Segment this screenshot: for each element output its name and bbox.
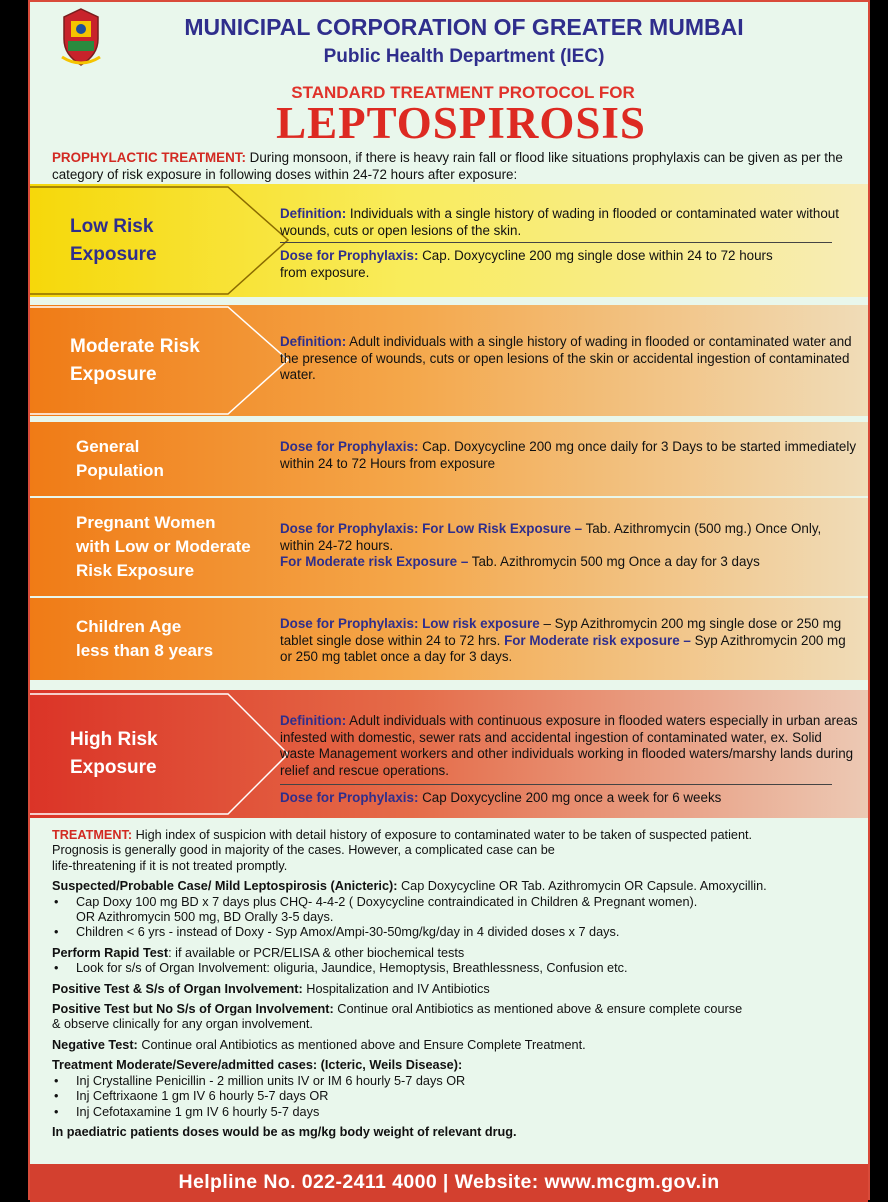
pregnant-women-category: Pregnant Women with Low or Moderate Risk Exposure xyxy=(76,513,251,580)
negative-test: Negative Test: Continue oral Antibiotics as mentioned above and Ensure Complete Treatment. xyxy=(52,1037,586,1052)
moderate-risk-band xyxy=(30,305,868,416)
helpline-footer: Helpline No. 022-2411 4000 | Website: www.mcgm.gov.in xyxy=(30,1164,868,1202)
rapid-list xyxy=(52,961,858,976)
moderate-risk-definition: Definition: Adult individuals with a single history of wading in flooded or contaminated water and the presence of wounds, cuts or open lesions of the skin or accidental ingestion of contaminated water. xyxy=(280,334,852,382)
prophylactic-label: PROPHYLACTIC TREATMENT: xyxy=(52,150,246,165)
prophylactic-text: During monsoon, if there is heavy rain fall or flood like situations prophylaxis can be given as per the category of risk exposure in following doses within 24-72 hours after exposure: xyxy=(52,150,843,182)
low-risk-category: Low Risk Exposure xyxy=(70,215,157,265)
prophylactic-intro xyxy=(52,149,852,183)
divider xyxy=(280,242,832,243)
general-population-dose: Dose for Prophylaxis: Cap. Doxycycline 200 mg once daily for 3 Days to be started immediately within 24 to 72 Hours from exposure xyxy=(280,439,857,471)
high-risk-definition: Definition: Adult individuals with continuous exposure in flooded waters especially in urban areas infested with domestic, sewer rats and accidental ingestion of contaminated water, ex. Solid waste Management workers and other individuals working in flooded waters/marshy lands during relief and rescue operations. xyxy=(280,713,858,778)
moderate-severe-list xyxy=(52,1074,858,1120)
list-item: • Cap Doxy 100 mg BD x 7 days plus CHQ- 4-4-2 ( Doxycycline contraindicated in Children & Pregnant women). OR Azithromycin 500 mg, BD Orally 3-5 days. xyxy=(52,895,858,926)
list-item: • Children < 6 yrs - instead of Doxy - Syp Amox/Ampi-30-50mg/kg/day in 4 divided doses x 7 days. xyxy=(52,925,858,940)
treatment-intro: TREATMENT: High index of suspicion with detail history of exposure to contaminated water to be taken of suspected patient. xyxy=(52,828,753,842)
mild-case: Suspected/Probable Case/ Mild Leptospirosis (Anicteric): Cap Doxycycline OR Tab. Azithromycin OR Capsule. Amoxycillin. xyxy=(52,879,767,894)
low-risk-definition: Definition: Individuals with a single history of wading in flooded or contaminated water without wounds, cuts or open lesions of the skin. xyxy=(280,206,839,238)
mild-list xyxy=(52,895,858,941)
moderate-severe: Treatment Moderate/Severe/admitted cases: (Icteric, Weils Disease): xyxy=(52,1058,463,1073)
list-item: • Look for s/s of Organ Involvement: oliguria, Jaundice, Hemoptysis, Breathlessness, Confusion etc. xyxy=(52,961,858,976)
treatment-section: TREATMENT: High index of suspicion with detail history of exposure to contaminated water to be taken of suspected patient. Prognosis is generally good in majority of the cases. However, a complicated case can be life-threatening if it is not treated promptly. Suspected/Probable Case/ Mild Leptospirosis (Anicteric): Cap Doxycycline OR Tab. Azithromycin OR Capsule. Amoxycillin. • Cap Doxy 100 mg BD x 7 days plus CHQ- 4-4-2 ( Doxycycline contraindicated in Children & Pregnant women). OR Azithromycin 500 mg, BD Orally 3-5 days. • Children < 6 yrs - instead of Doxy - Syp Amox/Ampi-30-50mg/kg/day in 4 divided doses x 7 days. Perform Rapid Test: if available or PCR/ELISA & other biochemical tests • Look for s/s of Organ Involvement: oliguria, Jaundice, Hemoptysis, Breathlessness, Confusion etc. Positive Test & S/s of Organ Involvement: Hospitalization and IV Antibiotics Positive Test but No S/s of Organ Involvement: Continue oral Antibiotics as mentioned above & ensure complete course & observe clinically for any organ involvement. Negative Test: Continue oral Antibiotics as mentioned above and Ensure Complete Treatment. Treatment Moderate/Severe/admitted cases: (Icteric, Weils Disease): • Inj Crystalline Penicillin - 2 million units IV or IM 6 hourly 5-7 days OR • Inj Ceftrixaone 1 gm IV 6 hourly 5-7 days OR • Inj Cefotaxamine 1 gm IV 6 hourly 5-7 days In paediatric patients doses would be as mg/kg body weight of relevant drug. xyxy=(52,828,858,1140)
disease-title: LEPTOSPIROSIS xyxy=(276,98,646,148)
protocol-title: STANDARD TREATMENT PROTOCOL FOR xyxy=(291,83,635,102)
poster xyxy=(28,0,870,1200)
moderate-risk-category: Moderate Risk Exposure xyxy=(70,335,200,385)
high-risk-category: High Risk Exposure xyxy=(70,729,158,778)
low-risk-band xyxy=(30,184,868,297)
dept-title: Public Health Department (IEC) xyxy=(323,46,605,67)
general-population-band xyxy=(30,422,868,496)
list-item: • Inj Cefotaxamine 1 gm IV 6 hourly 5-7 days xyxy=(52,1105,858,1120)
divider xyxy=(280,784,832,785)
children-dose: Dose for Prophylaxis: Low risk exposure – Syp Azithromycin 200 mg single dose or 250 mg tablet single dose within 24 to 72 hrs. For Moderate risk exposure – Syp Azithromycin 200 mg or 250 mg tablet once a day for 3 days. xyxy=(280,616,846,664)
pregnant-women-dose: Dose for Prophylaxis: For Low Risk Exposure – Tab. Azithromycin (500 mg.) Once Only, within 24-72 hours. For Moderate risk Exposure – Tab. Azithromycin 500 mg Once a day for 3 days xyxy=(280,521,822,569)
paediatric-note: In paediatric patients doses would be as mg/kg body weight of relevant drug. xyxy=(52,1124,517,1139)
high-risk-band xyxy=(30,690,868,818)
org-title: MUNICIPAL CORPORATION OF GREATER MUMBAI xyxy=(184,14,744,40)
header xyxy=(30,2,868,148)
rapid-test: Perform Rapid Test: if available or PCR/ELISA & other biochemical tests xyxy=(52,945,465,960)
children-band xyxy=(30,598,868,680)
children-category: Children Age less than 8 years xyxy=(76,617,214,660)
list-item: • Inj Ceftrixaone 1 gm IV 6 hourly 5-7 days OR xyxy=(52,1089,858,1104)
positive-no-organ: Positive Test but No S/s of Organ Involvement: Continue oral Antibiotics as mentioned above & ensure complete course xyxy=(52,1002,743,1017)
pregnant-women-band xyxy=(30,498,868,596)
general-population-category: General Population xyxy=(76,437,164,480)
positive-test: Positive Test & S/s of Organ Involvement: Hospitalization and IV Antibiotics xyxy=(52,981,490,996)
low-risk-dose: Dose for Prophylaxis: Cap. Doxycycline 200 mg single dose within 24 to 72 hours from exposure. xyxy=(280,248,773,280)
high-risk-dose: Dose for Prophylaxis: Cap Doxycycline 200 mg once a week for 6 weeks xyxy=(280,790,722,805)
list-item: • Inj Crystalline Penicillin - 2 million units IV or IM 6 hourly 5-7 days OR xyxy=(52,1074,858,1089)
